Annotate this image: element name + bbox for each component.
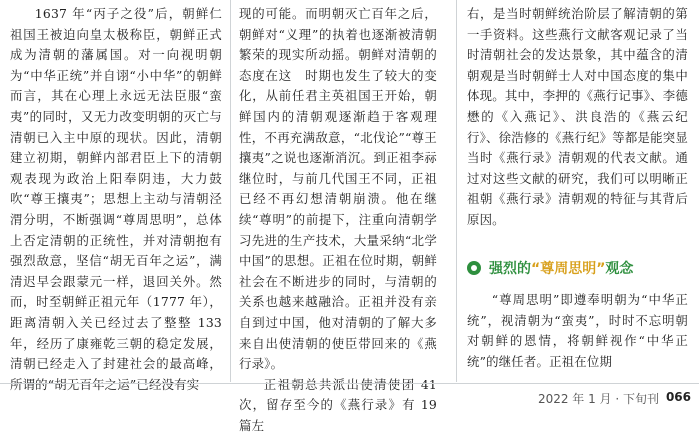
article-column-1 <box>10 4 222 395</box>
paragraph: 正祖朝总共派出使清使团 41 次，留存至今的《燕行录》有 19 篇左 <box>239 376 437 433</box>
paragraph: 右，是当时朝鲜统治阶层了解清朝的第一手资料。这些燕行文献客观记录了当时清朝社会的发达景象，其中蕴含的清朝观是当时朝鲜士人对中国态度的集中体现。其中，李押的《燕行记事》、李德懋的《入燕记》、洪良浩的《燕云纪行》、徐浩修的《燕行纪》等都是能突显当时《燕行录》清朝观的代表文献。通过对这些文献的研究，我们可以明晰正祖朝《燕行录》清朝观的特征与其背后原因。 <box>467 6 688 227</box>
section-title-prefix: 强烈的 <box>489 261 531 277</box>
page-number: 066 <box>665 390 691 404</box>
article-column-2 <box>239 4 437 436</box>
article-column-3 <box>467 4 688 231</box>
page-footer <box>0 383 699 412</box>
paragraph: 现的可能。而明朝灭亡百年之后，朝鲜对“义理”的执着也逐渐被清朝繁荣的现实所动摇。朝鲜对清朝的态度在这 时期也发生了较大的变化，从前任君主英祖国王开始，朝鲜国内的清朝观逐渐趋于客观理性，不再充满敌意，“北伐论”“尊王攘夷”之说也逐渐消沉。到正祖李祘继位时，与前几代国王不同，正祖已经不再幻想清朝崩溃。他在继续“尊明”的前提下，注重向清朝学习先进的生产技术，大量采纳“北学中国”的思想。正祖在位时期，朝鲜社会在不断进步的同时，与清朝的关系也越来越融洽。正祖并没有亲自到过中国，他对清朝的了解大多来自出使清朝的使臣带回来的《燕行录》。 <box>239 6 437 372</box>
section-title-suffix: 观念 <box>605 261 634 277</box>
section-title-highlight: “尊周思明” <box>531 261 606 277</box>
section-heading <box>467 256 688 280</box>
paragraph: 1637 年“丙子之役”后，朝鲜仁祖国王被迫向皇太极称臣，朝鲜正式成为清朝的藩属国。对一向视明朝为“中华正统”并自诩“小中华”的朝鲜而言，其在心理上永远无法臣服“蛮夷”的同时，又无力改变明朝的灭亡与清朝已入主中原的现状。因此，清朝建立初期，朝鲜内部君臣上下的清朝观表现为政治上阳奉阴违，大力鼓吹“尊王攘夷”；思想上主动与清朝泾渭分明，不断强调“尊周思明”，总体上否定清朝的正统性，并对清朝抱有强烈敌意，坚信“胡无百年之运”，满清迟早会跟蒙元一样，退回关外。然而，时至朝鲜正祖元年（1777 年），距离清朝入关已经过去了整整 133 年，经历了康雍乾三朝的稳定发展，清朝已经走入了封建社会的最高峰，所谓的“胡无百年之运”已经没有实 <box>10 6 222 392</box>
column-divider <box>456 0 457 382</box>
circle-bullet-icon <box>467 261 481 275</box>
column-divider <box>230 0 231 382</box>
issue-date: 2022 年 1 月 · 下旬刊 <box>537 392 659 406</box>
paragraph: “尊周思明”即遵奉明朝为“中华正统”，视清朝为“蛮夷”，时时不忘明朝对朝鲜的恩情，将朝鲜视作“中华正统”的继任者。正祖在位期 <box>467 292 688 369</box>
article-column-3-continued <box>467 290 688 372</box>
